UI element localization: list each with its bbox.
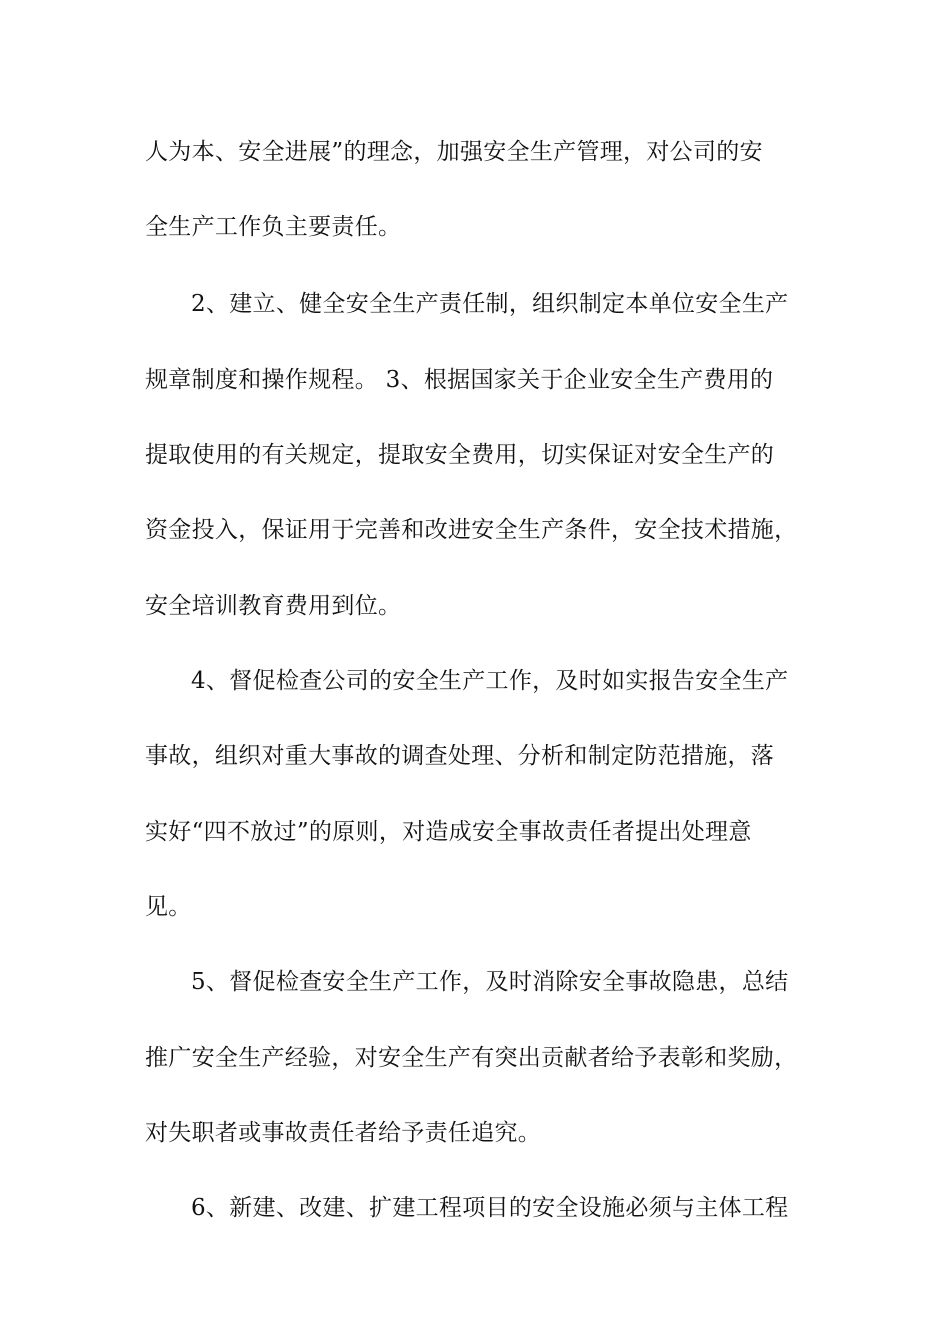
text-line: 资金投入，保证用于完善和改进安全生产条件，安全技术措施，: [145, 517, 798, 543]
paragraph-item-4-start: 4、督促检查公司的安全生产工作，及时如实报告安全生产: [191, 668, 789, 694]
text-line: 推广安全生产经验，对安全生产有突出贡献者给予表彰和奖励，: [145, 1045, 798, 1071]
text-line: 人为本、安全进展”的理念，加强安全生产管理，对公司的安: [145, 139, 763, 165]
paragraph-item-2-start: 2、建立、健全安全生产责任制，组织制定本单位安全生产: [191, 291, 789, 317]
text-line: 对失职者或事故责任者给予责任追究。: [145, 1120, 542, 1146]
paragraph-item-5-start: 5、督促检查安全生产工作，及时消除安全事故隐患，总结: [191, 969, 789, 995]
text-line: 事故，组织对重大事故的调查处理、分析和制定防范措施，落: [145, 743, 775, 769]
text-line: 全生产工作负主要责任。: [145, 214, 402, 240]
text-line: 见。: [145, 894, 192, 920]
paragraph-item-6-start: 6、新建、改建、扩建工程项目的安全设施必须与主体工程: [191, 1195, 789, 1221]
text-line: 规章制度和操作规程。 3、根据国家关于企业安全生产费用的: [145, 367, 774, 393]
text-line: 实好“四不放过”的原则，对造成安全事故责任者提出处理意: [145, 819, 752, 845]
text-line: 安全培训教育费用到位。: [145, 593, 402, 619]
text-line: 提取使用的有关规定，提取安全费用，切实保证对安全生产的: [145, 442, 775, 468]
